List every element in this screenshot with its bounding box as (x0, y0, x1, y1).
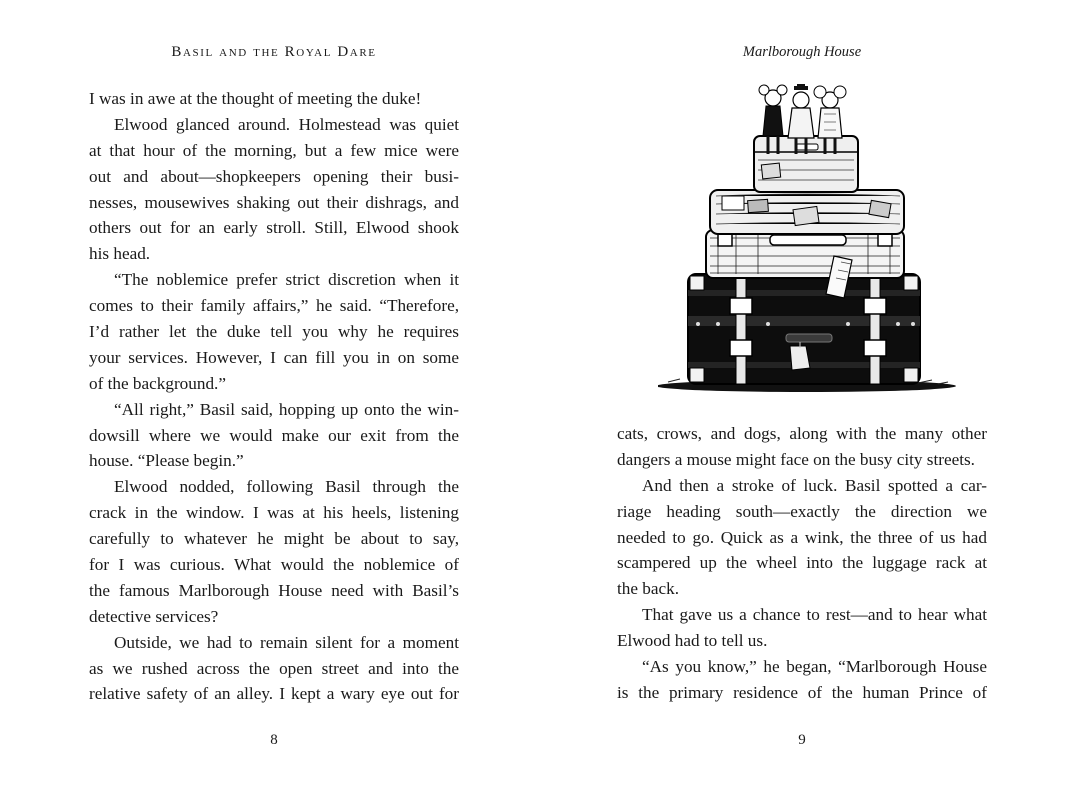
text-line: the back. (617, 579, 680, 599)
text-line: scampered up the wheel into the luggage rack at (617, 553, 987, 573)
bottom-trunk (688, 274, 920, 384)
right-page-body (617, 421, 987, 706)
page-number-right: 9 (798, 732, 806, 748)
text-line: is the primary residence of the human Prince of (617, 682, 987, 702)
text-line: Outside, we had to remain silent for a moment (114, 632, 459, 652)
text-line: nesses, mousewives shaking out their dishrags, and (89, 192, 459, 212)
page-number-left: 8 (270, 732, 278, 748)
stacked-luggage-with-mice-illustration (658, 84, 964, 399)
right-page (617, 0, 987, 800)
text-line: carefully to whatever he might be about to say, (89, 529, 459, 549)
text-line: I’d rather let the duke tell you why he requires (89, 322, 459, 342)
text-line: And then a stroke of luck. Basil spotted a car- (642, 475, 987, 495)
text-line: Elwood had to tell us. (617, 631, 768, 651)
text-line: relative safety of an alley. I kept a wary eye out for (89, 684, 459, 704)
text-line: That gave us a chance to rest—and to hear what (642, 605, 987, 625)
text-line: comes to their family affairs,” he said. “Therefore, (89, 296, 459, 316)
text-line: riage heading south—exactly the direction we (617, 501, 987, 521)
running-head-right: Marlborough House (742, 44, 862, 60)
text-line: for I was curious. What would the noblemice of (89, 555, 459, 575)
running-head-left: Basil and the Royal Dare (171, 44, 377, 60)
text-line: cats, crows, and dogs, along with the many other (617, 424, 987, 443)
text-line: others out for an early stroll. Still, Elwood shook (89, 218, 459, 238)
text-line: I was in awe at the thought of meeting the duke! (89, 89, 422, 108)
text-line: at that hour of the morning, but a few mice were (89, 140, 459, 160)
text-line: house. “Please begin.” (89, 451, 244, 471)
left-page (89, 0, 459, 800)
text-line: crack in the window. I was at his heels, listening (89, 503, 459, 523)
text-line: dangers a mouse might face on the busy city streets. (617, 449, 975, 469)
text-line: as we rushed across the open street and into the (89, 658, 459, 678)
text-line: “All right,” Basil said, hopping up onto the win- (114, 399, 459, 419)
text-line: “The noblemice prefer strict discretion when it (114, 270, 459, 290)
text-line: Elwood glanced around. Holmestead was quiet (114, 114, 459, 134)
left-page-body (89, 86, 459, 707)
text-line: out and about—shopkeepers opening their busi- (89, 166, 459, 186)
text-line: the famous Marlborough House need with Basil’s (89, 580, 459, 600)
text-line: his head. (89, 244, 151, 264)
text-line: dowsill where we would make our exit from the (89, 425, 459, 445)
text-line: detective services? (89, 606, 219, 626)
text-line: “As you know,” he began, “Marlborough House (642, 657, 987, 677)
upper-suitcase (710, 190, 904, 234)
text-line: needed to go. Quick as a wink, the three of us had (617, 527, 987, 547)
text-line: your services. However, I can fill you in on some (89, 347, 459, 367)
text-line: of the background.” (89, 373, 226, 393)
text-line: Elwood nodded, following Basil through the (114, 477, 459, 497)
